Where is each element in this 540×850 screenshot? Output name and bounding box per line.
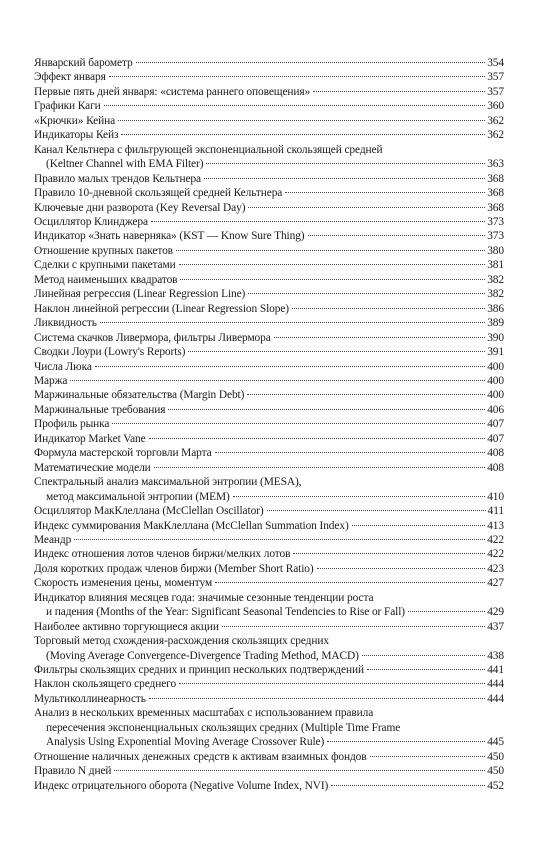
toc-entry-title-line: Осциллятор Клинджера — [34, 215, 148, 228]
toc-entry-row — [34, 201, 504, 215]
toc-entry — [34, 663, 504, 677]
toc-entry-title-line: Скорость изменения цены, моментум — [34, 577, 213, 590]
toc-entry — [34, 562, 504, 576]
toc-entry-title-line: метод максимальной энтропии (MEM) — [46, 490, 230, 503]
dot-leader — [149, 438, 486, 439]
toc-entry-row — [34, 331, 504, 345]
toc-entry-row — [34, 287, 504, 301]
toc-entry — [34, 461, 504, 475]
toc-entry-row — [34, 403, 504, 417]
toc-page-number: 386 — [487, 302, 504, 315]
toc-entry — [34, 677, 504, 691]
dot-leader — [293, 553, 485, 554]
dot-leader — [114, 770, 485, 771]
dot-leader — [95, 366, 485, 367]
toc-page-number: 411 — [487, 505, 504, 518]
toc-entry — [34, 446, 504, 460]
dot-leader — [215, 452, 486, 453]
dot-leader — [215, 582, 485, 583]
dot-leader — [121, 134, 485, 135]
toc-entry-row — [34, 417, 504, 431]
toc-entry-title-line: Графики Каги — [34, 100, 101, 113]
dot-leader — [180, 279, 485, 280]
toc-entry — [34, 56, 504, 70]
toc-entry — [34, 215, 504, 229]
toc-page-number: 413 — [487, 519, 504, 532]
toc-entry-title-line: Профиль рынка — [34, 418, 110, 431]
toc-entry-row — [34, 172, 504, 186]
toc-entry-row — [34, 461, 504, 475]
toc-entry-title-line: Индекс суммирования МакКлеллана (McClellan Summation Index) — [34, 519, 349, 532]
toc-entry — [34, 475, 504, 504]
toc-page-number: 407 — [487, 432, 504, 445]
toc-entry-title-line: (Keltner Channel with EMA Filter) — [46, 158, 204, 171]
toc-entry-title-line: Индикатор Market Vane — [34, 432, 146, 445]
toc-page-number: 408 — [487, 447, 504, 460]
toc-entry — [34, 403, 504, 417]
toc-entry-title-line: Канал Кельтнера с фильтрующей экспоненциальной скользящей средней — [34, 143, 383, 156]
toc-page-number: 362 — [487, 129, 504, 142]
toc-entry-row — [34, 692, 504, 706]
toc-page-number: 441 — [487, 664, 504, 677]
dot-leader — [313, 91, 485, 92]
toc-entry-title-line: пересечения экспоненциальных скользящих средних (Multiple Time Frame — [46, 721, 401, 734]
toc-entry — [34, 186, 504, 200]
toc-entry-row — [34, 388, 504, 402]
toc-entry-title-line: Формула мастерской торговли Марта — [34, 447, 212, 460]
toc-page-number: 382 — [487, 273, 504, 286]
dot-leader — [70, 380, 485, 381]
toc-entry-title-line: Числа Люка — [34, 360, 92, 373]
dot-leader — [370, 756, 486, 757]
toc-entry-title-line: Индикаторы Кейз — [34, 129, 119, 142]
toc-entry-title-line: (Moving Average Convergence-Divergence Trading Method, MACD) — [46, 649, 359, 662]
toc-entry — [34, 750, 504, 764]
dot-leader — [151, 221, 485, 222]
toc-entry — [34, 70, 504, 84]
toc-entry-row — [34, 302, 504, 316]
dot-leader — [274, 337, 486, 338]
toc-entry — [34, 417, 504, 431]
toc-entry-title-line: и падения (Months of the Year: Significant Seasonal Tendencies to Rise or Fall) — [46, 606, 405, 619]
toc-entry-title-line: Сделки с крупными пакетами — [34, 259, 176, 272]
dot-leader — [327, 741, 485, 742]
toc-entry-title-line: Маржинальные обязательства (Margin Debt) — [34, 389, 245, 402]
toc-entry-row — [34, 547, 504, 561]
toc-entry — [34, 764, 504, 778]
dot-leader — [222, 626, 485, 627]
toc-entry-title-line: Маржинальные требования — [34, 403, 166, 416]
toc-page-number: 390 — [487, 331, 504, 344]
toc-entry-title-line: Индекс отношения лотов членов биржи/мелких лотов — [34, 548, 291, 561]
dot-leader — [248, 293, 485, 294]
toc-entry — [34, 287, 504, 301]
toc-page-number: 444 — [487, 678, 504, 691]
toc-entry-title-line: Правило 10-дневной скользящей средней Кельтнера — [34, 187, 283, 200]
toc-entry — [34, 432, 504, 446]
toc-entry-row — [34, 157, 504, 171]
dot-leader — [112, 423, 485, 424]
dot-leader — [109, 76, 485, 77]
dot-leader — [154, 467, 486, 468]
toc-entry — [34, 504, 504, 518]
toc-page-number: 357 — [487, 85, 504, 98]
toc-entry-row — [34, 663, 504, 677]
toc-entry-row — [34, 576, 504, 590]
dot-leader — [248, 207, 485, 208]
toc-entry-row — [34, 114, 504, 128]
dot-leader — [285, 192, 485, 193]
toc-page-number: 400 — [487, 374, 504, 387]
toc-entry-row — [34, 360, 504, 374]
toc-entry — [34, 331, 504, 345]
dot-leader — [362, 655, 485, 656]
toc-page-number: 410 — [487, 490, 504, 503]
toc-page-number: 422 — [487, 533, 504, 546]
dot-leader — [104, 105, 486, 106]
toc-entry-row — [34, 273, 504, 287]
dot-leader — [168, 409, 485, 410]
toc-entry — [34, 706, 504, 749]
toc-page-number: 363 — [487, 158, 504, 171]
toc-entry-row — [34, 432, 504, 446]
toc-entry-row — [34, 244, 504, 258]
toc-entry-title-line: Метод наименьших квадратов — [34, 273, 178, 286]
toc-entry-row — [34, 779, 504, 793]
toc-entry — [34, 360, 504, 374]
toc-entry-row — [34, 186, 504, 200]
toc-entry-title-line: Правило N дней — [34, 765, 112, 778]
toc-entry-title-line: Ключевые дни разворота (Key Reversal Day) — [34, 201, 246, 214]
dot-leader — [292, 308, 485, 309]
table-of-contents — [34, 56, 504, 793]
toc-page-number: 391 — [487, 346, 504, 359]
toc-page-number: 354 — [487, 57, 504, 69]
dot-leader — [179, 683, 485, 684]
toc-page-number: 452 — [487, 779, 504, 792]
toc-entry — [34, 201, 504, 215]
toc-entry-row — [34, 85, 504, 99]
toc-page-number: 437 — [487, 620, 504, 633]
toc-entry — [34, 576, 504, 590]
toc-entry — [34, 620, 504, 634]
toc-entry-row — [34, 504, 504, 518]
toc-entry — [34, 128, 504, 142]
toc-page-number: 381 — [487, 259, 504, 272]
toc-entry — [34, 374, 504, 388]
toc-page-number: 438 — [487, 649, 504, 662]
toc-entry-title-line: Осциллятор МакКлеллана (McClellan Oscillator) — [34, 505, 264, 518]
toc-entry-row — [34, 620, 504, 634]
toc-page-number: 360 — [487, 100, 504, 113]
toc-entry — [34, 345, 504, 359]
dot-leader — [408, 611, 485, 612]
toc-page-number: 407 — [487, 418, 504, 431]
toc-entry-row — [34, 649, 504, 663]
toc-entry-title-line: Маржа — [34, 374, 68, 387]
dot-leader — [74, 539, 485, 540]
toc-page-number: 400 — [487, 360, 504, 373]
dot-leader — [247, 394, 485, 395]
toc-page-number: 427 — [487, 577, 504, 590]
toc-entry-title-line: Правило малых трендов Кельтнера — [34, 172, 201, 185]
toc-entry-title-line: Analysis Using Exponential Moving Average Crossover Rule) — [46, 736, 325, 749]
toc-entry — [34, 302, 504, 316]
toc-entry-title-line: Фильтры скользящих средних и принцип нескольких подтверждений — [34, 664, 364, 677]
toc-entry-row — [34, 735, 504, 749]
toc-entry — [34, 229, 504, 243]
toc-page-number: 450 — [487, 765, 504, 778]
toc-entry-title-line: Наклон скользящего среднего — [34, 678, 177, 691]
toc-page-number: 357 — [487, 71, 504, 84]
dot-leader — [308, 235, 486, 236]
toc-page-number: 373 — [487, 215, 504, 228]
toc-entry-title-line: Первые пять дней января: «система раннего оповещения» — [34, 85, 311, 98]
toc-page-number: 400 — [487, 389, 504, 402]
dot-leader — [352, 525, 486, 526]
toc-entry — [34, 85, 504, 99]
toc-entry-row — [34, 764, 504, 778]
dot-leader — [267, 510, 486, 511]
dot-leader — [118, 120, 485, 121]
toc-page-number: 373 — [487, 230, 504, 243]
toc-entry — [34, 258, 504, 272]
toc-page-number: 445 — [487, 736, 504, 749]
toc-page-number: 368 — [487, 187, 504, 200]
toc-entry — [34, 779, 504, 793]
dot-leader — [149, 698, 485, 699]
toc-page-number: 389 — [487, 317, 504, 330]
toc-entry-row — [34, 533, 504, 547]
dot-leader — [367, 669, 485, 670]
toc-entry-title-line: Ликвидность — [34, 317, 97, 330]
toc-entry — [34, 634, 504, 663]
toc-page-number: 408 — [487, 461, 504, 474]
toc-page-number: 422 — [487, 548, 504, 561]
toc-entry-title-line: Индикатор «Знать наверняка» (KST — Know Sure Thing) — [34, 230, 305, 243]
dot-leader — [176, 250, 485, 251]
dot-leader — [206, 163, 485, 164]
dot-leader — [233, 496, 485, 497]
toc-entry-row — [34, 258, 504, 272]
toc-page-number: 450 — [487, 750, 504, 763]
dot-leader — [100, 322, 485, 323]
toc-entry-row — [34, 677, 504, 691]
dot-leader — [317, 568, 486, 569]
toc-entry-row — [34, 374, 504, 388]
toc-entry-title-line: Торговый метод схождения-расхождения скользящих средних — [34, 635, 329, 648]
toc-entry — [34, 114, 504, 128]
toc-entry-title-line: Математические модели — [34, 461, 151, 474]
toc-entry-title-line: Отношение крупных пакетов — [34, 244, 173, 257]
toc-page-number: 382 — [487, 288, 504, 301]
toc-entry-row — [34, 519, 504, 533]
toc-page-number: 362 — [487, 114, 504, 127]
toc-entry-title-line: Система скачков Ливермора, фильтры Ливермора — [34, 331, 271, 344]
toc-entry-title-line: Сводки Лоури (Lowry's Reports) — [34, 346, 186, 359]
toc-entry — [34, 692, 504, 706]
dot-leader — [331, 785, 485, 786]
toc-entry — [34, 547, 504, 561]
toc-entry — [34, 172, 504, 186]
toc-page-number: 406 — [487, 403, 504, 416]
toc-entry-row — [34, 446, 504, 460]
toc-entry — [34, 519, 504, 533]
toc-entry-row — [34, 750, 504, 764]
toc-entry-title-line: Анализ в нескольких временных масштабах с использованием правила — [34, 707, 374, 720]
toc-entry-title-line: Эффект января — [34, 71, 106, 84]
toc-entry-row — [34, 229, 504, 243]
toc-entry — [34, 533, 504, 547]
toc-entry-title-line: «Крючки» Кейна — [34, 114, 116, 127]
toc-entry-row — [34, 345, 504, 359]
dot-leader — [136, 62, 486, 63]
toc-entry — [34, 591, 504, 620]
toc-entry-title-line: Наиболее активно торгующиеся акции — [34, 620, 219, 633]
toc-page-number: 429 — [487, 606, 504, 619]
toc-entry-row — [34, 56, 504, 70]
toc-entry — [34, 143, 504, 172]
toc-entry-title-line: Индикатор влияния месяцев года: значимые сезонные тенденции роста — [34, 591, 374, 604]
toc-entry-title-line: Отношение наличных денежных средств к активам взаимных фондов — [34, 750, 367, 763]
toc-entry-title-line: Мультиколлинеарность — [34, 692, 146, 705]
toc-entry-row — [34, 605, 504, 619]
toc-entry-row — [34, 215, 504, 229]
toc-page-number: 444 — [487, 692, 504, 705]
dot-leader — [179, 264, 486, 265]
dot-leader — [188, 351, 485, 352]
toc-page-number: 368 — [487, 201, 504, 214]
toc-entry-row — [34, 316, 504, 330]
toc-entry-title-line: Индекс отрицательного оборота (Negative Volume Index, NVI) — [34, 779, 329, 792]
toc-entry-title-line: Спектральный анализ максимальной энтропии (MESA), — [34, 476, 302, 489]
toc-entry-row — [34, 99, 504, 113]
toc-page-number: 368 — [487, 172, 504, 185]
toc-entry — [34, 273, 504, 287]
dot-leader — [204, 178, 485, 179]
toc-entry-title-line: Меандр — [34, 533, 72, 546]
toc-entry-row — [34, 70, 504, 84]
toc-entry-title-line: Наклон линейной регрессии (Linear Regression Slope) — [34, 302, 289, 315]
toc-entry — [34, 99, 504, 113]
toc-entry — [34, 244, 504, 258]
toc-entry — [34, 316, 504, 330]
toc-entry-row — [34, 562, 504, 576]
toc-entry-title-line: Доля коротких продаж членов биржи (Member Short Ratio) — [34, 562, 314, 575]
toc-entry-title-line: Январский барометр — [34, 57, 133, 69]
toc-page-number: 423 — [487, 562, 504, 575]
toc-entry-row — [34, 128, 504, 142]
toc-page-number: 380 — [487, 244, 504, 257]
toc-entry — [34, 388, 504, 402]
toc-entry-row — [34, 490, 504, 504]
toc-entry-title-line: Линейная регрессия (Linear Regression Line) — [34, 288, 246, 301]
